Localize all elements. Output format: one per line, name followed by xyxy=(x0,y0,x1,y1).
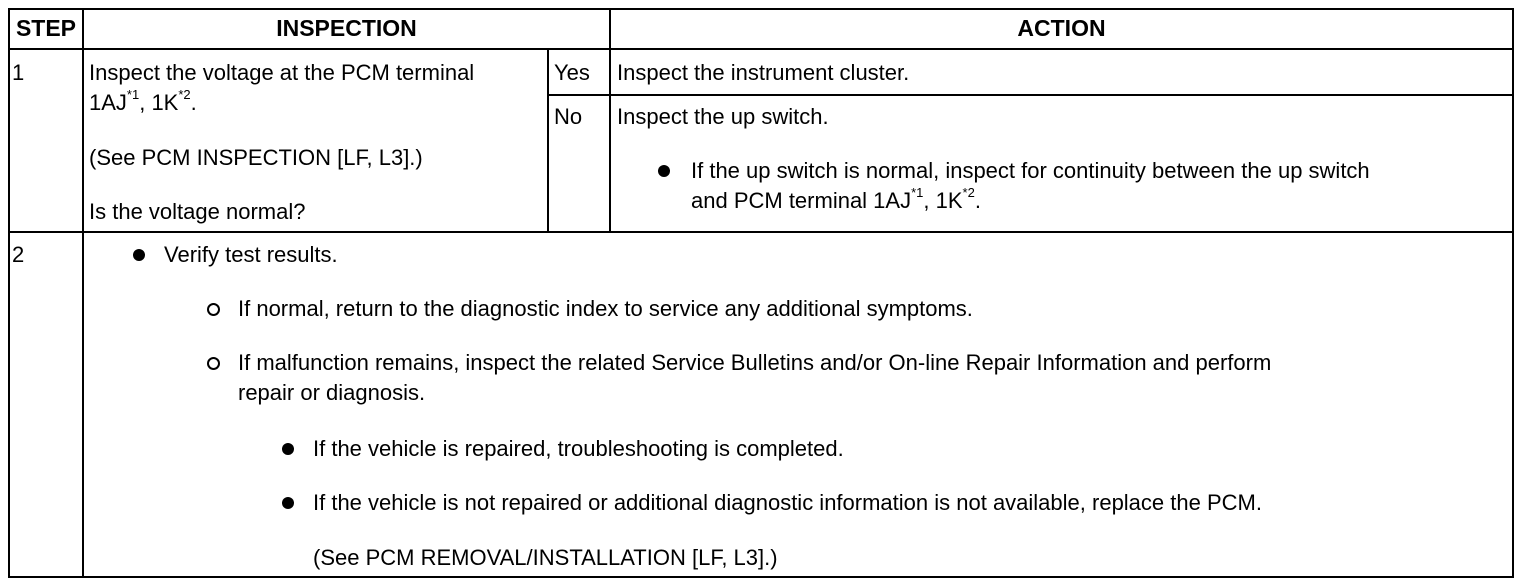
header-step: STEP xyxy=(15,15,77,41)
table-left-border xyxy=(8,8,10,578)
step2-subsub1: If the vehicle is repaired, troubleshooting is completed. xyxy=(313,436,844,461)
footnote-marker: *2 xyxy=(178,86,191,102)
table-top-border xyxy=(8,8,1514,10)
terminal-text: . xyxy=(974,188,981,213)
step1-bottom-border xyxy=(8,231,1514,233)
step1-inspection-line1: Inspect the voltage at the PCM terminal xyxy=(89,60,475,85)
bullet-icon xyxy=(282,497,294,509)
yes-action: Inspect the instrument cluster. xyxy=(617,60,910,85)
bullet-icon xyxy=(282,443,294,455)
terminal-text: , 1K xyxy=(139,90,179,115)
header-action: ACTION xyxy=(1017,15,1106,41)
step1-inspection-line2 xyxy=(89,86,197,116)
step2-sub1: If normal, return to the diagnostic index to service any additional symptoms. xyxy=(238,296,973,321)
step1-reference: (See PCM INSPECTION [LF, L3].) xyxy=(89,145,423,170)
yes-row-bottom-border xyxy=(547,94,1514,96)
bullet-icon xyxy=(658,165,670,177)
step2-sub2-line2: repair or diagnosis. xyxy=(238,380,426,405)
step2-subsub2: If the vehicle is not repaired or additional diagnostic information is not available, replace the PCM. xyxy=(313,490,1262,515)
bullet-icon xyxy=(133,249,145,261)
no-label: No xyxy=(554,104,583,129)
circle-bullet-icon xyxy=(207,303,220,316)
step2-sub2-line1: If malfunction remains, inspect the related Service Bulletins and/or On-line Repair Information and perform xyxy=(238,350,1272,375)
step1-question: Is the voltage normal? xyxy=(89,199,306,224)
step1-number: 1 xyxy=(12,60,25,85)
table-bottom-border xyxy=(8,576,1514,578)
header-inspection: INSPECTION xyxy=(276,15,417,41)
terminal-text: and PCM terminal 1AJ xyxy=(691,188,912,213)
no-bullet-line1: If the up switch is normal, inspect for continuity between the up switch xyxy=(691,158,1370,183)
yes-no-column-border xyxy=(547,48,549,233)
terminal-text: , 1K xyxy=(923,188,963,213)
step2-number: 2 xyxy=(12,242,25,267)
footnote-marker: *1 xyxy=(126,86,140,102)
yes-label: Yes xyxy=(554,60,590,85)
table-right-border xyxy=(1512,8,1514,578)
footnote-marker: *1 xyxy=(911,184,924,200)
terminal-text: 1AJ xyxy=(89,90,127,115)
circle-bullet-icon xyxy=(207,357,220,370)
terminal-text: . xyxy=(190,90,197,115)
no-bullet-line2 xyxy=(691,184,981,214)
step-column-border xyxy=(82,8,84,578)
step2-reference: (See PCM REMOVAL/INSTALLATION [LF, L3].) xyxy=(313,545,778,570)
no-action: Inspect the up switch. xyxy=(617,104,829,129)
footnote-marker: *2 xyxy=(962,184,975,200)
header-bottom-border xyxy=(8,48,1514,50)
step2-bullet: Verify test results. xyxy=(164,242,338,267)
